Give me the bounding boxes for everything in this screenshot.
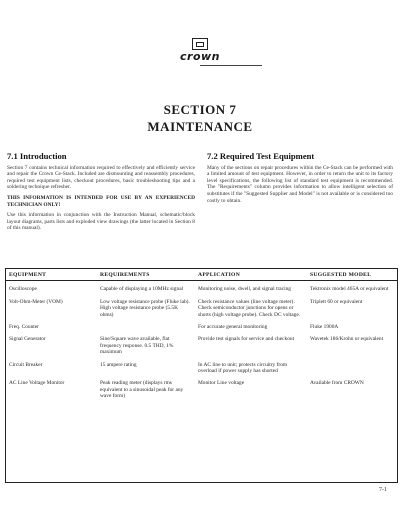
table-cell: Monitoring noise, dwell, and signal tracing xyxy=(198,286,291,293)
table-cell: Sine/Square wave available, flat frequency response. 0.5 THD, 1% maximum xyxy=(100,336,174,356)
table-cell: Oscilloscope xyxy=(9,286,37,293)
table-cell xyxy=(97,323,195,331)
section-number: SECTION 7 xyxy=(163,102,237,117)
header-rule xyxy=(200,65,262,66)
table-cell: For accurate general monitoring xyxy=(198,324,268,331)
table-cell: In AC line to unit; protects circuitry from overload if power supply has shorted xyxy=(198,361,288,375)
table-cell: Provide test signals for service and checkout xyxy=(198,336,295,343)
table-cell: Check resistance values (line voltage meter). Check semiconductor junctions for opens or shorts (high voltage probe). Check DC voltage. xyxy=(198,298,301,318)
table-cell: Low voltage resistance probe (Fluke lab). High voltage resistance probe (5.5K ohms) xyxy=(100,298,190,318)
crown-logo xyxy=(174,38,226,62)
table-row xyxy=(6,285,397,293)
crown-emblem-icon xyxy=(192,38,208,50)
table-row xyxy=(6,335,397,356)
table-cell: Fluke 1900A xyxy=(310,324,339,331)
page-number: 7-1 xyxy=(379,487,387,493)
test-equipment-column xyxy=(207,153,393,208)
table-cell: Wavetek 186/Krohn or equivalent xyxy=(310,336,384,343)
test-equipment-paragraph: Many of the sections on repair procedures within the Ce-Stack can be performed with a limited amount of test equipment. However, in order to return the unit to its factory level specifications, the following list of standard test equipment is recommended. The "Requirements" column provides information to allow intelligent selection of substitutes if the "Suggested Supplier and Model" is not available or is considered too costly to obtain. xyxy=(207,164,393,204)
column-header-equipment: EQUIPMENT xyxy=(6,269,97,281)
introduction-paragraph-2: Use this information in conjunction with the Instruction Manual, schematic/block layout diagrams, parts lists and exploded view drawings (the latter located in Section 8 of this manual). xyxy=(7,212,195,232)
table-row xyxy=(6,361,397,376)
table-cell: Available from CROWN xyxy=(310,380,364,387)
section-title: MAINTENANCE xyxy=(147,119,253,134)
table-row xyxy=(6,298,397,319)
table-cell xyxy=(307,361,397,376)
test-equipment-table xyxy=(5,268,398,483)
test-equipment-heading: 7.2 Required Test Equipment xyxy=(207,151,315,161)
table-cell: Monitor Line voltage xyxy=(198,380,245,387)
table-cell: Freq. Counter xyxy=(9,324,39,331)
table-cell: 15 ampere rating xyxy=(100,361,137,368)
table-cell: Capable of displaying a 10MHz signal xyxy=(100,286,184,293)
table-cell: Volt-Ohm-Meter (VOM) xyxy=(9,298,63,305)
introduction-heading: 7.1 Introduction xyxy=(7,151,67,161)
table-cell: Triplett 60 or equivalent xyxy=(310,298,363,305)
table-cell: Peak reading meter (displays rms equivalent to a sinusoidal peak for any wave form) xyxy=(100,380,184,400)
table-cell: Circuit Breaker xyxy=(9,361,43,368)
table-header-row xyxy=(6,269,397,281)
introduction-column xyxy=(7,153,195,236)
column-header-requirements: REQUIREMENTS xyxy=(97,269,195,281)
column-header-application: APPLICATION xyxy=(195,269,307,281)
column-header-suggested-model: SUGGESTED MODEL xyxy=(307,269,397,281)
table-cell: Tektronix model 465A or equivalent xyxy=(310,286,389,293)
technician-notice: THIS INFORMATION IS INTENDED FOR USE BY AN EXPERIENCED TECHNICIAN ONLY! xyxy=(7,194,195,208)
table-row xyxy=(6,379,397,400)
table-cell: AC Line Voltage Monitor xyxy=(9,380,65,387)
brand-name: crown xyxy=(180,50,220,63)
table-cell: Signal Generator xyxy=(9,336,46,343)
introduction-paragraph: Section 7 contains technical information required to effectively and efficiently service and repair the Crown Ce-Stack. Included are dismounting and reassembly procedures, required test equipment lists, checkout procedures, basic troubleshooting tips and a soldering technique refresher. xyxy=(7,164,195,191)
table-row xyxy=(6,323,397,331)
